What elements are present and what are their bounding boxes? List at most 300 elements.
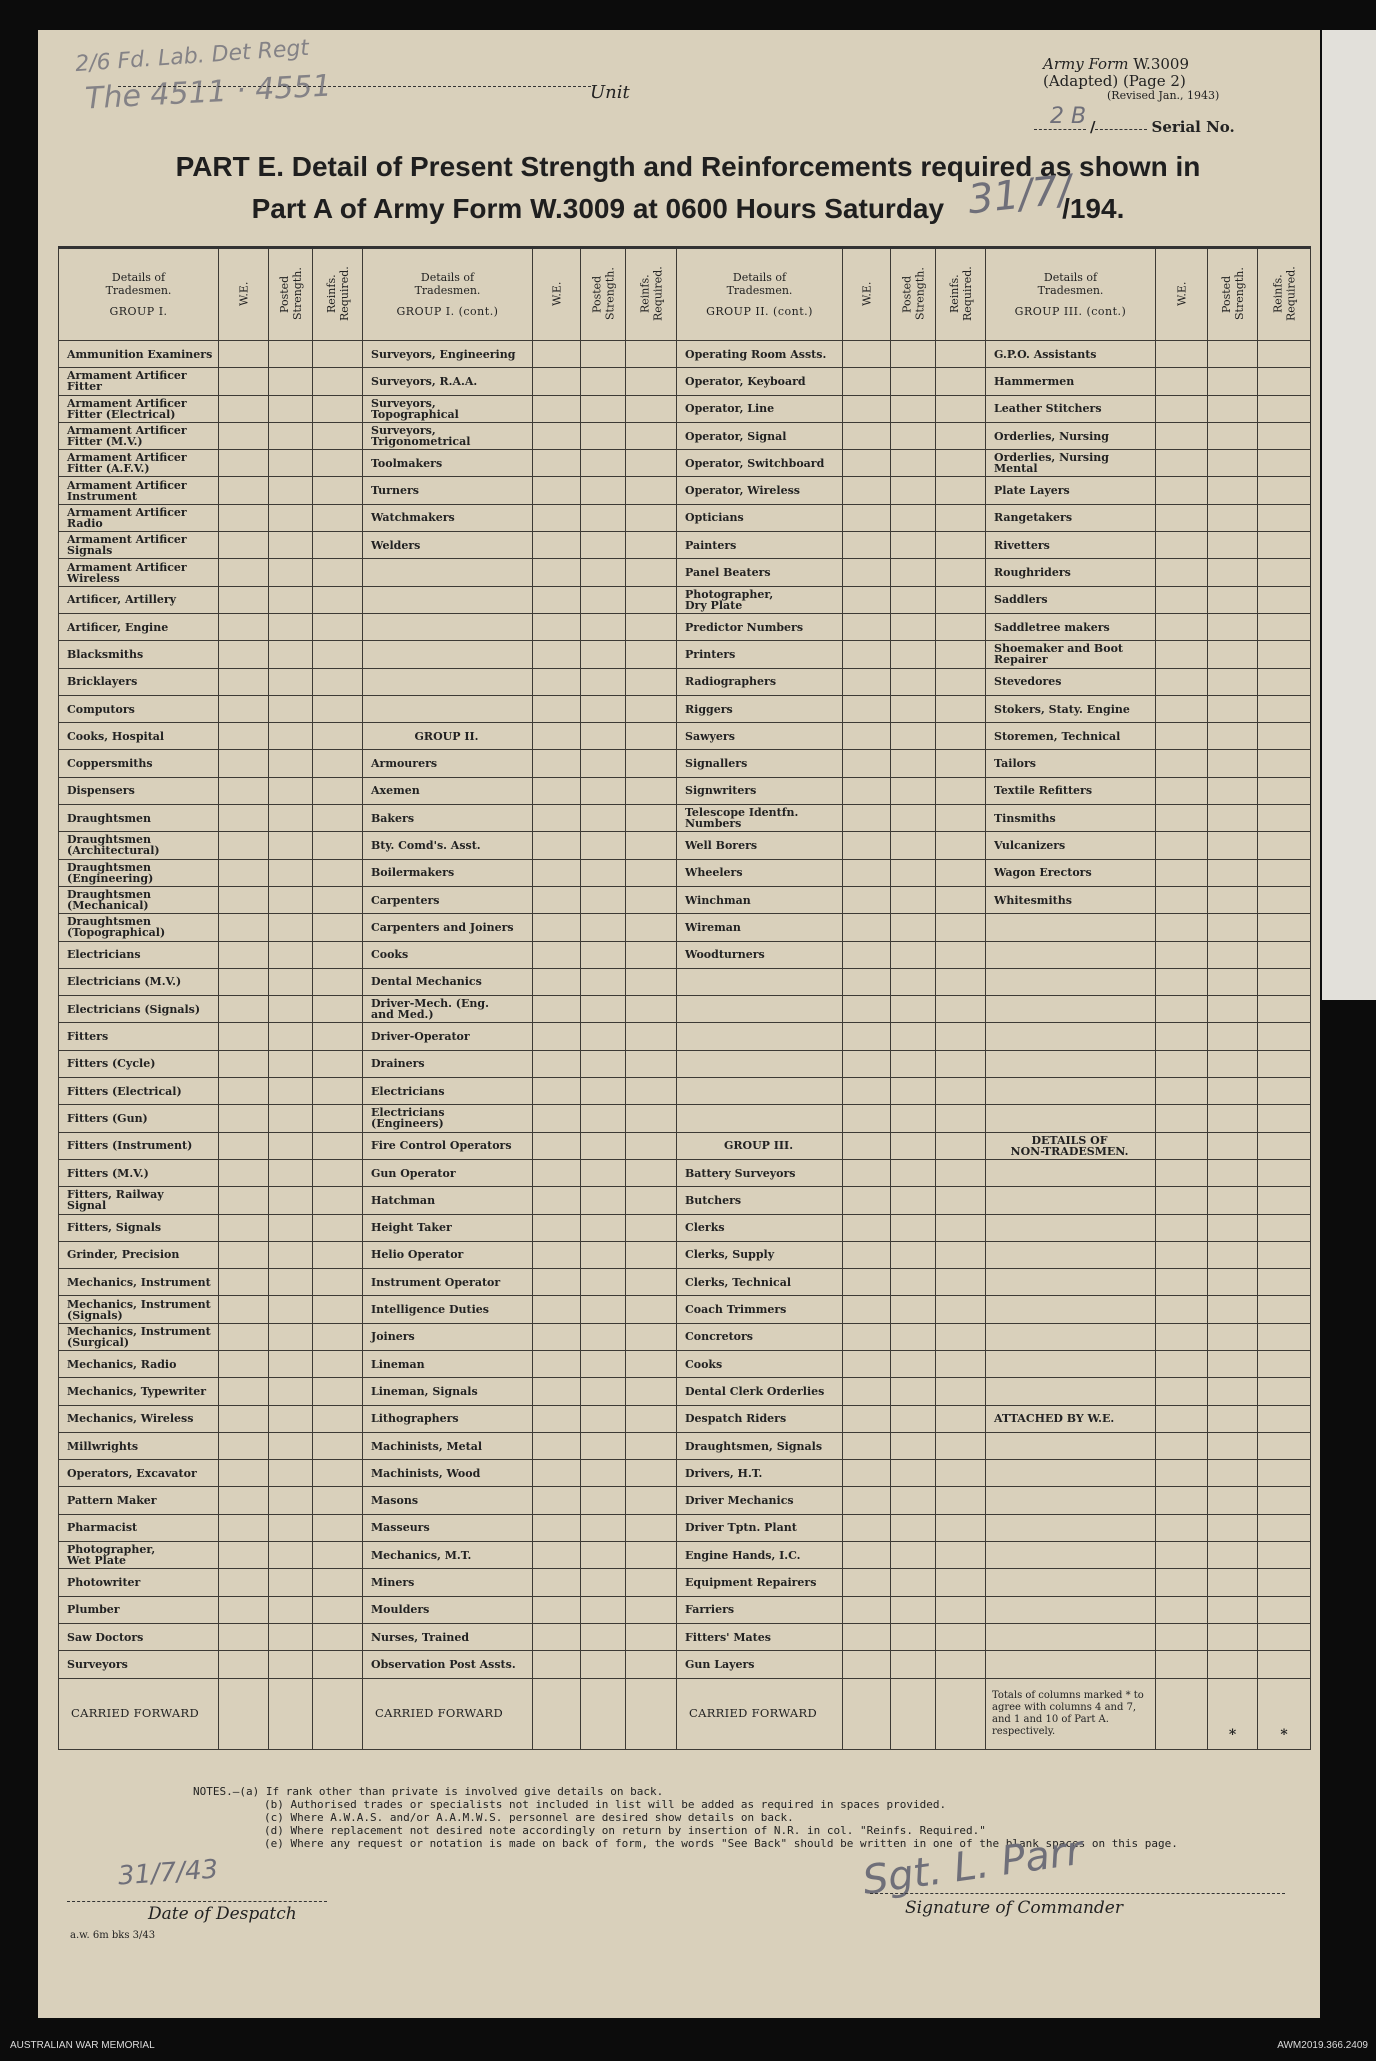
- posted-strength-cell[interactable]: [891, 504, 936, 531]
- posted-strength-cell[interactable]: [581, 1023, 626, 1050]
- reinfs-required-cell[interactable]: [626, 1378, 677, 1405]
- posted-strength-cell[interactable]: [891, 968, 936, 995]
- we-cell[interactable]: [219, 1542, 269, 1569]
- reinfs-required-cell[interactable]: [1258, 996, 1311, 1023]
- posted-strength-cell[interactable]: [891, 368, 936, 395]
- we-cell[interactable]: [1156, 1269, 1208, 1296]
- posted-strength-cell[interactable]: [891, 1623, 936, 1650]
- we-cell[interactable]: [843, 1487, 891, 1514]
- reinfs-required-cell[interactable]: [313, 1296, 363, 1323]
- reinfs-required-cell[interactable]: [1258, 341, 1311, 368]
- posted-strength-cell[interactable]: [1208, 1460, 1258, 1487]
- posted-strength-cell[interactable]: [1208, 941, 1258, 968]
- we-cell[interactable]: [1156, 1187, 1208, 1214]
- reinfs-required-cell[interactable]: [313, 1460, 363, 1487]
- we-cell[interactable]: [219, 1023, 269, 1050]
- carried-forward-we[interactable]: [219, 1678, 269, 1749]
- posted-strength-cell[interactable]: [1208, 1487, 1258, 1514]
- posted-strength-cell[interactable]: [581, 477, 626, 504]
- reinfs-required-cell[interactable]: [936, 586, 986, 613]
- posted-strength-cell[interactable]: [581, 1214, 626, 1241]
- we-cell[interactable]: [1156, 777, 1208, 804]
- posted-strength-cell[interactable]: [269, 1159, 313, 1186]
- we-cell[interactable]: [843, 586, 891, 613]
- we-cell[interactable]: [219, 695, 269, 722]
- reinfs-required-cell[interactable]: [626, 777, 677, 804]
- reinfs-required-cell[interactable]: [313, 1323, 363, 1350]
- reinfs-required-cell[interactable]: [626, 641, 677, 668]
- posted-strength-cell[interactable]: [269, 1214, 313, 1241]
- reinfs-required-cell[interactable]: [936, 1350, 986, 1377]
- posted-strength-cell[interactable]: [891, 1105, 936, 1132]
- we-cell[interactable]: [1156, 1651, 1208, 1678]
- posted-strength-cell[interactable]: [891, 1460, 936, 1487]
- reinfs-required-cell[interactable]: [1258, 968, 1311, 995]
- we-cell[interactable]: [1156, 532, 1208, 559]
- we-cell[interactable]: [843, 613, 891, 640]
- reinfs-required-cell[interactable]: [313, 1023, 363, 1050]
- we-cell[interactable]: [533, 559, 581, 586]
- we-cell[interactable]: [843, 968, 891, 995]
- posted-strength-cell[interactable]: [1208, 477, 1258, 504]
- reinfs-required-cell[interactable]: [626, 1514, 677, 1541]
- we-cell[interactable]: [533, 1460, 581, 1487]
- we-cell[interactable]: [843, 1460, 891, 1487]
- posted-strength-cell[interactable]: [891, 1050, 936, 1077]
- we-cell[interactable]: [843, 1132, 891, 1159]
- we-cell[interactable]: [1156, 613, 1208, 640]
- reinfs-required-cell[interactable]: [626, 504, 677, 531]
- posted-strength-cell[interactable]: [581, 1050, 626, 1077]
- posted-strength-cell[interactable]: [891, 1296, 936, 1323]
- reinfs-required-cell[interactable]: [313, 1542, 363, 1569]
- posted-strength-cell[interactable]: [1208, 1187, 1258, 1214]
- we-cell[interactable]: [843, 1078, 891, 1105]
- we-cell[interactable]: [533, 996, 581, 1023]
- reinfs-required-cell[interactable]: [626, 1296, 677, 1323]
- posted-strength-cell[interactable]: [1208, 1542, 1258, 1569]
- posted-strength-cell[interactable]: [269, 368, 313, 395]
- posted-strength-cell[interactable]: [269, 750, 313, 777]
- we-cell[interactable]: [533, 450, 581, 477]
- posted-strength-cell[interactable]: [581, 1487, 626, 1514]
- we-cell[interactable]: [533, 1350, 581, 1377]
- posted-strength-cell[interactable]: [581, 1296, 626, 1323]
- posted-strength-cell[interactable]: [269, 1350, 313, 1377]
- posted-strength-cell[interactable]: [581, 1241, 626, 1268]
- posted-strength-cell[interactable]: [269, 996, 313, 1023]
- posted-strength-cell[interactable]: [1208, 1596, 1258, 1623]
- we-cell[interactable]: [843, 1323, 891, 1350]
- we-cell[interactable]: [533, 805, 581, 832]
- reinfs-required-cell[interactable]: [936, 1487, 986, 1514]
- carried-forward-posted[interactable]: [269, 1678, 313, 1749]
- reinfs-required-cell[interactable]: [626, 1187, 677, 1214]
- posted-strength-cell[interactable]: [581, 1187, 626, 1214]
- we-cell[interactable]: [219, 1378, 269, 1405]
- we-cell[interactable]: [533, 613, 581, 640]
- we-cell[interactable]: [219, 1432, 269, 1459]
- posted-strength-cell[interactable]: [269, 1187, 313, 1214]
- reinfs-required-cell[interactable]: [936, 1132, 986, 1159]
- posted-strength-cell[interactable]: [891, 395, 936, 422]
- reinfs-required-cell[interactable]: [626, 832, 677, 859]
- we-cell[interactable]: [1156, 1023, 1208, 1050]
- posted-strength-cell[interactable]: [1208, 805, 1258, 832]
- posted-strength-cell[interactable]: [269, 1623, 313, 1650]
- posted-strength-cell[interactable]: [891, 422, 936, 449]
- we-cell[interactable]: [843, 1241, 891, 1268]
- posted-strength-cell[interactable]: [1208, 750, 1258, 777]
- posted-strength-cell[interactable]: [581, 1596, 626, 1623]
- posted-strength-cell[interactable]: [891, 1350, 936, 1377]
- we-cell[interactable]: [1156, 832, 1208, 859]
- we-cell[interactable]: [533, 1050, 581, 1077]
- reinfs-required-cell[interactable]: [313, 1405, 363, 1432]
- we-cell[interactable]: [219, 1623, 269, 1650]
- we-cell[interactable]: [219, 641, 269, 668]
- posted-strength-cell[interactable]: [269, 641, 313, 668]
- we-cell[interactable]: [533, 1651, 581, 1678]
- posted-strength-cell[interactable]: [891, 750, 936, 777]
- posted-strength-cell[interactable]: [269, 1050, 313, 1077]
- reinfs-required-cell[interactable]: [313, 859, 363, 886]
- reinfs-required-cell[interactable]: [1258, 750, 1311, 777]
- reinfs-required-cell[interactable]: [626, 341, 677, 368]
- posted-strength-cell[interactable]: [891, 777, 936, 804]
- posted-strength-cell[interactable]: [1208, 1405, 1258, 1432]
- reinfs-required-cell[interactable]: [626, 532, 677, 559]
- we-cell[interactable]: [1156, 695, 1208, 722]
- we-cell[interactable]: [843, 1378, 891, 1405]
- posted-strength-cell[interactable]: [1208, 1350, 1258, 1377]
- we-cell[interactable]: [843, 941, 891, 968]
- we-cell[interactable]: [843, 1623, 891, 1650]
- we-cell[interactable]: [533, 941, 581, 968]
- posted-strength-cell[interactable]: [1208, 914, 1258, 941]
- posted-strength-cell[interactable]: [891, 1651, 936, 1678]
- reinfs-required-cell[interactable]: [936, 832, 986, 859]
- reinfs-required-cell[interactable]: [1258, 1296, 1311, 1323]
- we-cell[interactable]: [1156, 1323, 1208, 1350]
- reinfs-required-cell[interactable]: [936, 422, 986, 449]
- we-cell[interactable]: [843, 422, 891, 449]
- reinfs-required-cell[interactable]: [626, 1078, 677, 1105]
- we-cell[interactable]: [1156, 1132, 1208, 1159]
- posted-strength-cell[interactable]: [891, 341, 936, 368]
- reinfs-required-cell[interactable]: [936, 1542, 986, 1569]
- we-cell[interactable]: [533, 1296, 581, 1323]
- we-cell[interactable]: [219, 1214, 269, 1241]
- carried-forward-reinfs[interactable]: [313, 1678, 363, 1749]
- reinfs-required-cell[interactable]: [313, 1132, 363, 1159]
- we-cell[interactable]: [533, 1023, 581, 1050]
- we-cell[interactable]: [219, 1078, 269, 1105]
- we-cell[interactable]: [533, 886, 581, 913]
- reinfs-required-cell[interactable]: [936, 613, 986, 640]
- we-cell[interactable]: [219, 504, 269, 531]
- reinfs-required-cell[interactable]: [936, 1405, 986, 1432]
- we-cell[interactable]: [533, 859, 581, 886]
- we-cell[interactable]: [1156, 941, 1208, 968]
- posted-strength-cell[interactable]: [269, 914, 313, 941]
- posted-strength-cell[interactable]: [581, 1432, 626, 1459]
- posted-strength-cell[interactable]: [269, 1105, 313, 1132]
- we-cell[interactable]: [843, 996, 891, 1023]
- we-cell[interactable]: [219, 886, 269, 913]
- reinfs-required-cell[interactable]: [626, 1323, 677, 1350]
- posted-strength-cell[interactable]: [269, 1241, 313, 1268]
- posted-strength-cell[interactable]: [581, 750, 626, 777]
- reinfs-required-cell[interactable]: [626, 668, 677, 695]
- posted-strength-cell[interactable]: [1208, 1078, 1258, 1105]
- posted-strength-cell[interactable]: [891, 532, 936, 559]
- posted-strength-cell[interactable]: [1208, 1569, 1258, 1596]
- we-cell[interactable]: [533, 723, 581, 750]
- we-cell[interactable]: [219, 1487, 269, 1514]
- posted-strength-cell[interactable]: [891, 641, 936, 668]
- reinfs-required-cell[interactable]: [313, 1350, 363, 1377]
- reinfs-required-cell[interactable]: [936, 1623, 986, 1650]
- reinfs-required-cell[interactable]: [936, 1569, 986, 1596]
- we-cell[interactable]: [843, 1514, 891, 1541]
- we-cell[interactable]: [1156, 1078, 1208, 1105]
- we-cell[interactable]: [533, 1323, 581, 1350]
- reinfs-required-cell[interactable]: [626, 1050, 677, 1077]
- posted-strength-cell[interactable]: [269, 968, 313, 995]
- we-cell[interactable]: [1156, 1432, 1208, 1459]
- posted-strength-cell[interactable]: [269, 1651, 313, 1678]
- reinfs-required-cell[interactable]: [626, 395, 677, 422]
- posted-strength-cell[interactable]: [269, 1132, 313, 1159]
- reinfs-required-cell[interactable]: [1258, 1569, 1311, 1596]
- posted-strength-cell[interactable]: [581, 1405, 626, 1432]
- reinfs-required-cell[interactable]: [313, 1050, 363, 1077]
- we-cell[interactable]: [533, 1514, 581, 1541]
- reinfs-required-cell[interactable]: [936, 777, 986, 804]
- we-cell[interactable]: [843, 1214, 891, 1241]
- posted-strength-cell[interactable]: [269, 668, 313, 695]
- reinfs-required-cell[interactable]: [626, 1651, 677, 1678]
- posted-strength-cell[interactable]: [581, 559, 626, 586]
- posted-strength-cell[interactable]: [1208, 1159, 1258, 1186]
- posted-strength-cell[interactable]: [891, 695, 936, 722]
- we-cell[interactable]: [1156, 1460, 1208, 1487]
- reinfs-required-cell[interactable]: [313, 504, 363, 531]
- reinfs-required-cell[interactable]: [626, 805, 677, 832]
- we-cell[interactable]: [533, 914, 581, 941]
- posted-strength-cell[interactable]: [269, 1514, 313, 1541]
- posted-strength-cell[interactable]: [891, 723, 936, 750]
- reinfs-required-cell[interactable]: [626, 886, 677, 913]
- posted-strength-cell[interactable]: [269, 777, 313, 804]
- reinfs-required-cell[interactable]: [313, 477, 363, 504]
- reinfs-required-cell[interactable]: [936, 1241, 986, 1268]
- posted-strength-cell[interactable]: [269, 1460, 313, 1487]
- we-cell[interactable]: [1156, 723, 1208, 750]
- we-cell[interactable]: [533, 1159, 581, 1186]
- reinfs-required-cell[interactable]: [936, 1460, 986, 1487]
- posted-strength-cell[interactable]: [269, 859, 313, 886]
- reinfs-required-cell[interactable]: [1258, 1023, 1311, 1050]
- we-cell[interactable]: [219, 613, 269, 640]
- reinfs-required-cell[interactable]: [936, 1214, 986, 1241]
- reinfs-required-cell[interactable]: [626, 1023, 677, 1050]
- posted-strength-cell[interactable]: [269, 532, 313, 559]
- posted-strength-cell[interactable]: [1208, 1623, 1258, 1650]
- we-cell[interactable]: [1156, 504, 1208, 531]
- we-cell[interactable]: [219, 777, 269, 804]
- we-cell[interactable]: [533, 1214, 581, 1241]
- reinfs-required-cell[interactable]: [936, 941, 986, 968]
- posted-strength-cell[interactable]: [1208, 1378, 1258, 1405]
- reinfs-required-cell[interactable]: [1258, 586, 1311, 613]
- posted-strength-cell[interactable]: [1208, 641, 1258, 668]
- reinfs-required-cell[interactable]: [313, 832, 363, 859]
- posted-strength-cell[interactable]: [269, 1432, 313, 1459]
- we-cell[interactable]: [219, 1596, 269, 1623]
- we-cell[interactable]: [219, 586, 269, 613]
- reinfs-required-cell[interactable]: [1258, 1323, 1311, 1350]
- reinfs-required-cell[interactable]: [313, 1078, 363, 1105]
- we-cell[interactable]: [533, 777, 581, 804]
- we-cell[interactable]: [533, 341, 581, 368]
- we-cell[interactable]: [533, 1132, 581, 1159]
- posted-strength-cell[interactable]: [269, 1378, 313, 1405]
- reinfs-required-cell[interactable]: [313, 1514, 363, 1541]
- posted-strength-cell[interactable]: [1208, 613, 1258, 640]
- posted-strength-cell[interactable]: [891, 1159, 936, 1186]
- posted-strength-cell[interactable]: [1208, 1323, 1258, 1350]
- reinfs-required-cell[interactable]: [936, 477, 986, 504]
- reinfs-required-cell[interactable]: [1258, 477, 1311, 504]
- we-cell[interactable]: [1156, 805, 1208, 832]
- we-cell[interactable]: [1156, 1514, 1208, 1541]
- reinfs-required-cell[interactable]: [313, 968, 363, 995]
- posted-strength-cell[interactable]: [1208, 1651, 1258, 1678]
- carried-forward-posted[interactable]: [581, 1678, 626, 1749]
- we-cell[interactable]: [219, 477, 269, 504]
- posted-strength-cell[interactable]: [269, 586, 313, 613]
- we-cell[interactable]: [843, 1405, 891, 1432]
- reinfs-required-cell[interactable]: [626, 1105, 677, 1132]
- reinfs-required-cell[interactable]: [313, 586, 363, 613]
- we-cell[interactable]: [843, 1596, 891, 1623]
- we-cell[interactable]: [533, 750, 581, 777]
- reinfs-required-cell[interactable]: [1258, 723, 1311, 750]
- posted-strength-cell[interactable]: [1208, 1132, 1258, 1159]
- posted-strength-cell[interactable]: [581, 1378, 626, 1405]
- posted-strength-cell[interactable]: [269, 1405, 313, 1432]
- reinfs-required-cell[interactable]: [626, 1569, 677, 1596]
- reinfs-required-cell[interactable]: [626, 750, 677, 777]
- posted-strength-cell[interactable]: [269, 477, 313, 504]
- posted-strength-cell[interactable]: [891, 1405, 936, 1432]
- posted-strength-cell[interactable]: [581, 777, 626, 804]
- we-cell[interactable]: [843, 832, 891, 859]
- reinfs-required-cell[interactable]: [936, 1187, 986, 1214]
- carried-forward-we[interactable]: [1156, 1678, 1208, 1749]
- posted-strength-cell[interactable]: [1208, 777, 1258, 804]
- posted-strength-cell[interactable]: [581, 341, 626, 368]
- reinfs-required-cell[interactable]: [1258, 1405, 1311, 1432]
- we-cell[interactable]: [1156, 395, 1208, 422]
- reinfs-required-cell[interactable]: [1258, 1105, 1311, 1132]
- reinfs-required-cell[interactable]: [626, 1241, 677, 1268]
- we-cell[interactable]: [533, 1569, 581, 1596]
- reinfs-required-cell[interactable]: [1258, 1078, 1311, 1105]
- we-cell[interactable]: [533, 832, 581, 859]
- posted-strength-cell[interactable]: [891, 1269, 936, 1296]
- we-cell[interactable]: [219, 1323, 269, 1350]
- reinfs-required-cell[interactable]: [313, 613, 363, 640]
- we-cell[interactable]: [1156, 886, 1208, 913]
- reinfs-required-cell[interactable]: [313, 422, 363, 449]
- reinfs-required-cell[interactable]: [1258, 422, 1311, 449]
- reinfs-required-cell[interactable]: [1258, 613, 1311, 640]
- total-marker-star[interactable]: *: [1258, 1678, 1311, 1749]
- we-cell[interactable]: [1156, 368, 1208, 395]
- posted-strength-cell[interactable]: [891, 805, 936, 832]
- posted-strength-cell[interactable]: [581, 450, 626, 477]
- we-cell[interactable]: [219, 668, 269, 695]
- reinfs-required-cell[interactable]: [1258, 941, 1311, 968]
- reinfs-required-cell[interactable]: [936, 859, 986, 886]
- we-cell[interactable]: [219, 1296, 269, 1323]
- we-cell[interactable]: [1156, 750, 1208, 777]
- reinfs-required-cell[interactable]: [936, 368, 986, 395]
- we-cell[interactable]: [219, 996, 269, 1023]
- posted-strength-cell[interactable]: [1208, 1269, 1258, 1296]
- we-cell[interactable]: [219, 941, 269, 968]
- reinfs-required-cell[interactable]: [936, 723, 986, 750]
- posted-strength-cell[interactable]: [1208, 723, 1258, 750]
- posted-strength-cell[interactable]: [269, 395, 313, 422]
- reinfs-required-cell[interactable]: [1258, 1542, 1311, 1569]
- reinfs-required-cell[interactable]: [626, 586, 677, 613]
- posted-strength-cell[interactable]: [1208, 695, 1258, 722]
- reinfs-required-cell[interactable]: [313, 395, 363, 422]
- reinfs-required-cell[interactable]: [313, 641, 363, 668]
- posted-strength-cell[interactable]: [1208, 368, 1258, 395]
- posted-strength-cell[interactable]: [891, 1078, 936, 1105]
- reinfs-required-cell[interactable]: [626, 1350, 677, 1377]
- we-cell[interactable]: [843, 914, 891, 941]
- we-cell[interactable]: [1156, 1623, 1208, 1650]
- posted-strength-cell[interactable]: [269, 422, 313, 449]
- we-cell[interactable]: [843, 1187, 891, 1214]
- we-cell[interactable]: [843, 695, 891, 722]
- we-cell[interactable]: [219, 1651, 269, 1678]
- reinfs-required-cell[interactable]: [626, 559, 677, 586]
- posted-strength-cell[interactable]: [891, 450, 936, 477]
- we-cell[interactable]: [1156, 1296, 1208, 1323]
- reinfs-required-cell[interactable]: [1258, 395, 1311, 422]
- we-cell[interactable]: [1156, 586, 1208, 613]
- reinfs-required-cell[interactable]: [626, 422, 677, 449]
- reinfs-required-cell[interactable]: [313, 532, 363, 559]
- reinfs-required-cell[interactable]: [626, 941, 677, 968]
- we-cell[interactable]: [219, 723, 269, 750]
- posted-strength-cell[interactable]: [891, 914, 936, 941]
- reinfs-required-cell[interactable]: [626, 1487, 677, 1514]
- we-cell[interactable]: [843, 450, 891, 477]
- reinfs-required-cell[interactable]: [313, 1214, 363, 1241]
- posted-strength-cell[interactable]: [891, 559, 936, 586]
- posted-strength-cell[interactable]: [581, 996, 626, 1023]
- reinfs-required-cell[interactable]: [936, 668, 986, 695]
- posted-strength-cell[interactable]: [269, 1269, 313, 1296]
